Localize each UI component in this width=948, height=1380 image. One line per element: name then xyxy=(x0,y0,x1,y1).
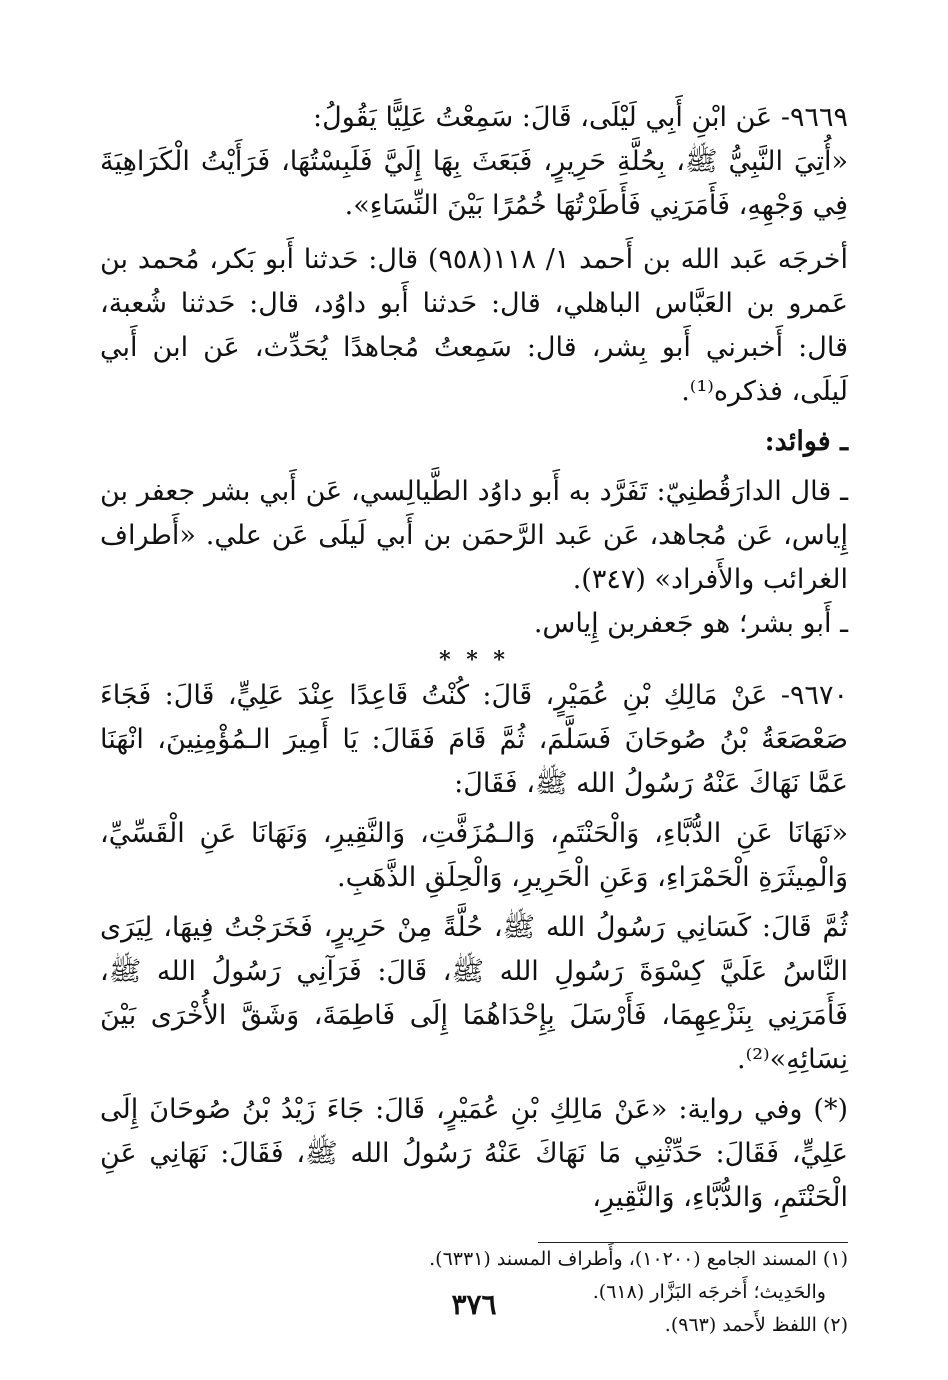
section-separator: * * * xyxy=(439,647,509,673)
footnote-2: (٢) اللفظ لأَحمد (٩٦٣). xyxy=(664,1314,848,1336)
fawaid-heading: ـ فوائد: xyxy=(764,426,848,457)
fawaid-abu-bishr: ـ أَبو بشر؛ هو جَعفربن إِياس. xyxy=(533,608,848,639)
hadith-9670-matn: «نَهَانَا عَنِ الدُّبَّاءِ، وَالْحَنْتَمِ، وَالـمُزَفَّتِ، وَالنَّقِيرِ، وَنَهَانَا عَنِ الْقَسِّيِّ، وَالْمِيثَرَةِ الْحَمْرَاءِ، وَعَنِ الْحَرِيرِ، وَالْحِلَقِ الذَّهَبِ. xyxy=(100,818,848,893)
page-number: ٣٧٦ xyxy=(451,1288,497,1321)
page-body xyxy=(100,96,848,1380)
hadith-9669-intro: ٩٦٦٩- عَن ابْنِ أَبِي لَيْلَى، قَالَ: سَمِعْتُ عَلِيًّا يَقُولُ: xyxy=(313,102,848,133)
footnote-1: (١) المسند الجامع (١٠٢٠٠)، وأَطراف المسند (٦٣٣١). xyxy=(429,1248,848,1270)
footnote-1-continuation: والحَدِيث؛ أَخرجَه البَزَّار (٦١٨). xyxy=(592,1281,826,1303)
hadith-9669-takhrij: أخرجَه عَبد الله بن أَحمد ١/ ١١٨(٩٥٨) قال: حَدثنا أَبو بَكر، مُحمد بن عَمرو بن العَبَّاس الباهلي، قال: حَدثنا أَبو داوُد، قال: حَدثنا شُعبة، قال: أَخبرني أَبو بِشر، قال: سَمِعتُ مُجاهدًا يُحَدِّث، عَن ابن أَبي لَيلَى، فذكره⁽¹⁾. xyxy=(100,244,848,407)
hadith-9670-continuation: ثُمَّ قَالَ: كَسَانِي رَسُولُ الله ﷺ، حُلَّةً مِنْ حَرِيرٍ، فَخَرَجْتُ فِيهَا، لِيَرَى النَّاسُ عَلَيَّ كِسْوَةَ رَسُولِ الله ﷺ، قَالَ: فَرَآنِي رَسُولُ الله ﷺ، فَأَمَرَنِي بِنَزْعِهِمَا، فَأَرْسَلَ بِإِحْدَاهُمَا إِلَى فَاطِمَةَ، وَشَقَّ الأُخْرَى بَيْنَ نِسَائِهِ»⁽²⁾. xyxy=(100,912,848,1075)
hadith-9670-intro: ٩٦٧٠- عَنْ مَالِكِ بْنِ عُمَيْرٍ، قَالَ: كُنْتُ قَاعِدًا عِنْدَ عَلِيٍّ، قَالَ: فَجَاءَ صَعْصَعَةُ بْنُ صُوحَانَ فَسَلَّمَ، ثُمَّ قَامَ فَقَالَ: يَا أَمِيرَ الـمُؤْمِنِينَ، انْهَنَا عَمَّا نَهَاكَ عَنْهُ رَسُولُ الله ﷺ، فَقَالَ: xyxy=(100,680,848,799)
hadith-9670-riwaya: (*) وفي رواية: «عَنْ مَالِكِ بْنِ عُمَيْرٍ، قَالَ: جَاءَ زَيْدُ بْنُ صُوحَانَ إِلَى عَلِيٍّ، فَقَالَ: حَدِّثْنِي مَا نَهَاكَ عَنْهُ رَسُولُ الله ﷺ، فَقَالَ: نَهَانِي عَنِ الْحَنْتَمِ، وَالدُّبَّاءِ، وَالنَّقِيرِ، xyxy=(100,1094,848,1213)
fawaid-daraqutni: ـ قال الدارَقُطنِيّ: تَفَرَّد به أَبو داوُد الطَّيالِسي، عَن أَبي بشر جعفر بن إِياس، عَن مُجاهد، عَن عَبد الرَّحمَن بن أَبي لَيلَى عَن علي. «أَطراف الغرائب والأَفراد» (٣٤٧). xyxy=(100,476,848,595)
hadith-9669-matn: «أُتِيَ النَّبِيُّ ﷺ، بِحُلَّةِ حَرِيرٍ، فَبَعَثَ بِهَا إِلَيَّ فَلَبِسْتُهَا، فَرَأَيْتُ الْكَرَاهِيَةَ فِي وَجْهِهِ، فَأَمَرَنِي فَأَطَرْتُهَا خُمُرًا بَيْنَ النِّسَاءِ». xyxy=(100,146,848,221)
